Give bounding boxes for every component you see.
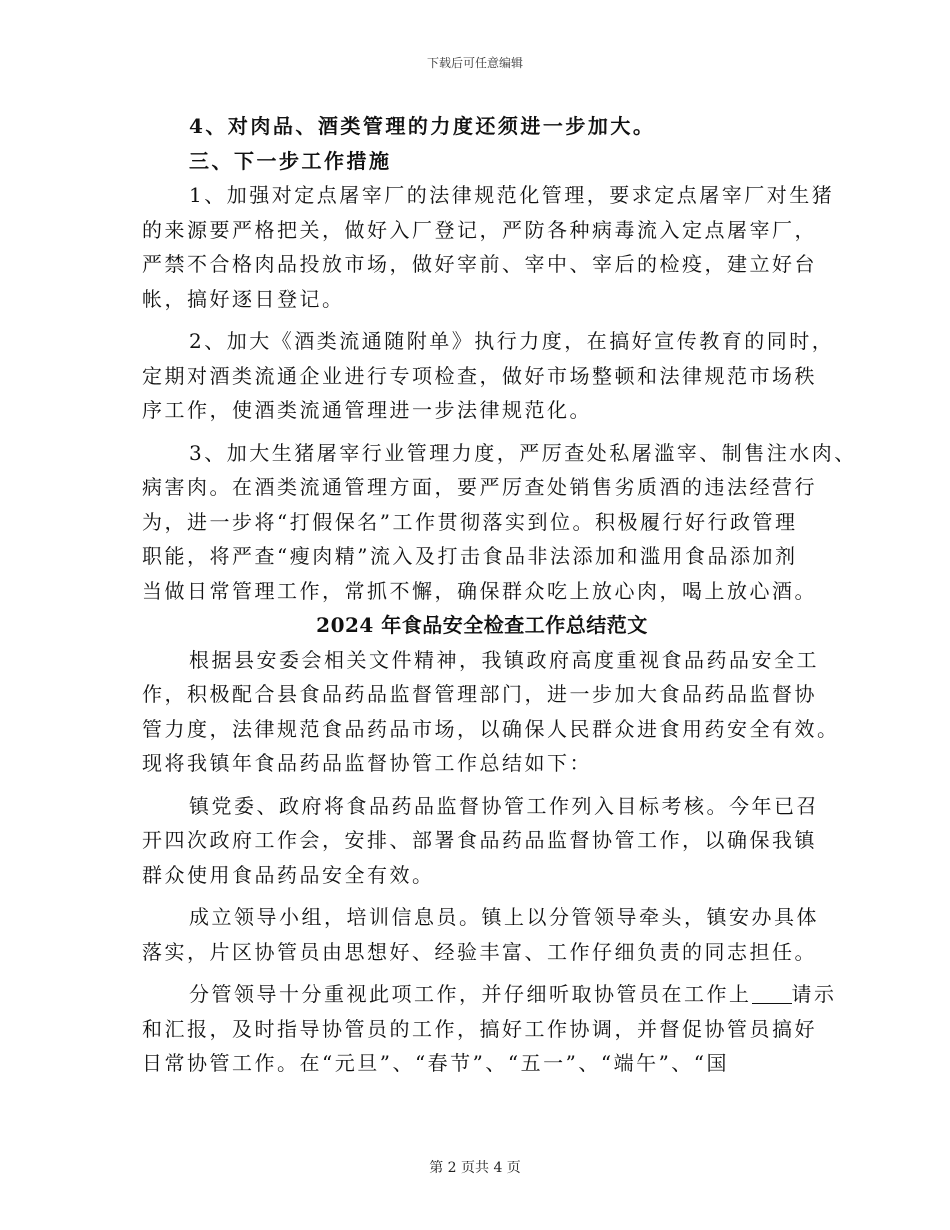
paragraph-line: 定期对酒类流通企业进行专项检查，做好市场整顿和法律规范市场秩 (142, 363, 817, 388)
paragraph-line: 成立领导小组，培训信息员。镇上以分管领导牵头，镇安办具体 (189, 905, 819, 929)
paragraph-line: 的来源要严格把关，做好入厂登记，严防各种病毒流入定点屠宰厂， (142, 217, 817, 242)
section-heading: 三、下一步工作措施 (189, 148, 392, 173)
paragraph-line: 镇党委、政府将食品药品监督协管工作列入目标考核。今年已召 (189, 793, 819, 818)
page-header: 下载后可任意编辑 (426, 56, 523, 70)
paragraph-line: 管力度，法律规范食品药品市场，以确保人民群众进食用药安全有效。 (142, 716, 840, 741)
page-footer: 第 2 页共 4 页 (429, 1160, 521, 1176)
paragraph-line: 职能，将严查“瘦肉精”流入及打击食品非法添加和滥用食品添加剂 (142, 544, 798, 568)
paragraph-text: 请示 (791, 982, 837, 1006)
paragraph-line: 开四次政府工作会，安排、部署食品药品监督协管工作，以确保我镇 (142, 828, 817, 852)
paragraph-line: 当做日常管理工作，常抓不懈，确保群众吃上放心肉，喝上放心酒。 (142, 578, 817, 603)
paragraph-line: 为，进一步将“打假保名”工作贯彻落实到位。积极履行好行政管理 (142, 509, 798, 534)
paragraph-line: 根据县安委会相关文件精神，我镇政府高度重视食品药品安全工 (189, 647, 819, 672)
paragraph-line: 严禁不合格肉品投放市场，做好宰前、宰中、宰后的检疫，建立好台 (142, 252, 817, 276)
blank-underline (752, 983, 792, 1004)
paragraph-line: 2、加大《酒类流通随附单》执行力度，在搞好宣传教育的同时， (189, 329, 835, 353)
paragraph-line: 帐，搞好逐日登记。 (142, 286, 345, 311)
paragraph-line: 作，积极配合县食品药品监督管理部门，进一步加大食品药品监督协 (142, 682, 817, 706)
paragraph-line: 病害肉。在酒类流通管理方面，要严厉查处销售劣质酒的违法经营行 (142, 475, 817, 499)
paragraph-line: 序工作，使酒类流通管理进一步法律规范化。 (142, 398, 592, 422)
paragraph-line: 群众使用食品药品安全有效。 (142, 862, 435, 887)
document-title: 2024 年食品安全检查工作总结范文 (316, 613, 648, 637)
paragraph-line: 3、加大生猪屠宰行业管理力度，严厉查处私屠滥宰、制售注水肉、 (189, 440, 857, 465)
paragraph-line: 落实，片区协管员由思想好、经验丰富、工作仔细负责的同志担任。 (142, 939, 817, 964)
paragraph-line: 日常协管工作。在“元旦”、“春节”、“五一”、“端午”、“国 (142, 1051, 730, 1075)
paragraph-line: 和汇报，及时指导协管员的工作，搞好工作协调，并督促协管员搞好 (142, 1016, 817, 1041)
paragraph-text: 分管领导十分重视此项工作，并仔细听取协管员在工作上 (189, 982, 752, 1006)
document-body (142, 109, 857, 1081)
paragraph-line (142, 977, 837, 1012)
paragraph-line: 现将我镇年食品药品监督协管工作总结如下： (142, 751, 592, 775)
paragraph-line: 1、加强对定点屠宰厂的法律规范化管理，要求定点屠宰厂对生猪 (189, 183, 835, 207)
paragraph-line: 4、对肉品、酒类管理的力度还须进一步加大。 (189, 114, 656, 138)
